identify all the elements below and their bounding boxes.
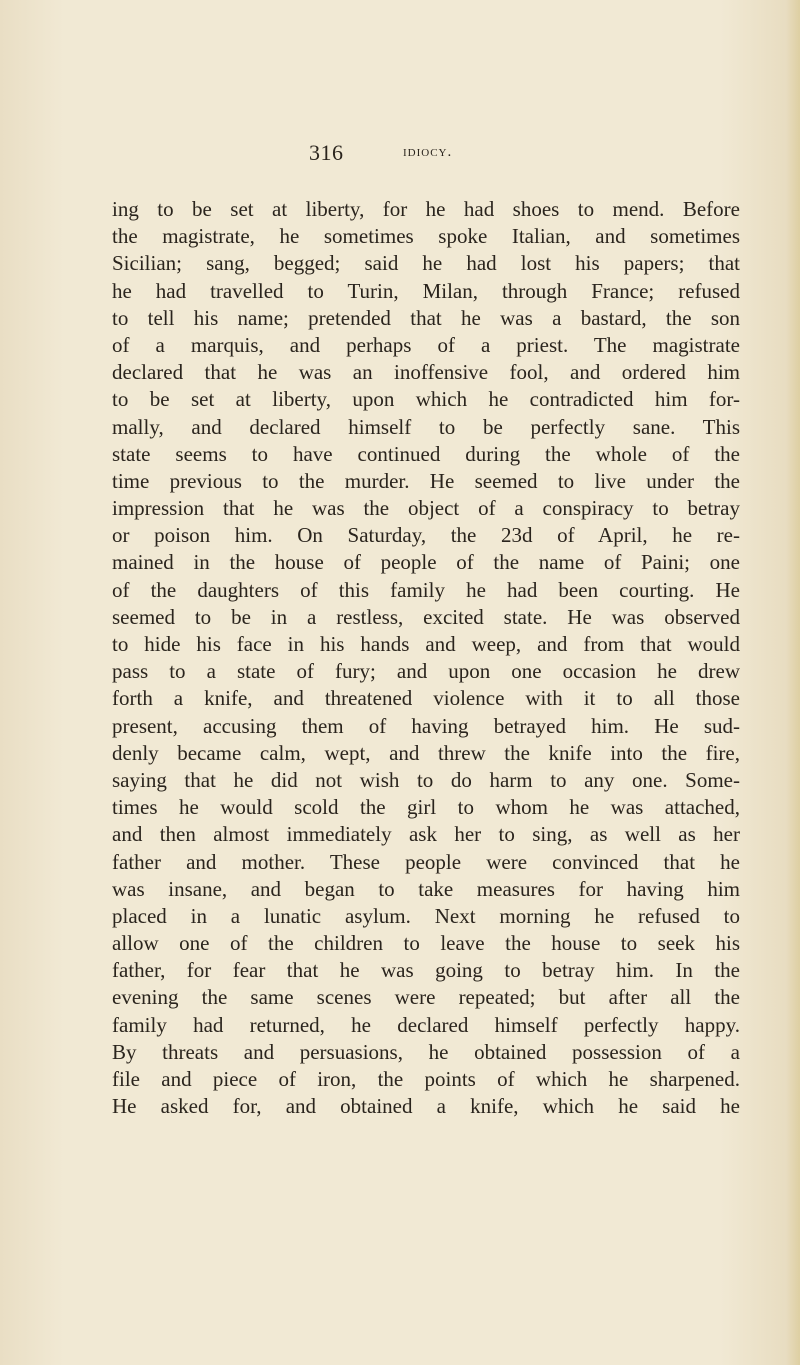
text-line: he had travelled to Turin, Milan, through France; refused bbox=[112, 278, 740, 303]
text-line: impression that he was the object of a conspiracy to betray bbox=[112, 496, 740, 521]
text-line: He asked for, and obtained a knife, which he said he bbox=[112, 1094, 740, 1119]
text-line: declared that he was an inoffensive fool, and ordered him bbox=[112, 360, 740, 385]
text-line: present, accusing them of having betrayed him. He sud- bbox=[112, 713, 740, 738]
text-line: times he would scold the girl to whom he was attached, bbox=[112, 795, 740, 820]
text-line: mained in the house of people of the name of Paini; one bbox=[112, 550, 740, 575]
page-edge-shadow bbox=[786, 0, 800, 1365]
text-line: placed in a lunatic asylum. Next morning he refused to bbox=[112, 903, 740, 928]
text-line: the magistrate, he sometimes spoke Italian, and sometimes bbox=[112, 224, 740, 249]
body-text bbox=[112, 196, 740, 1120]
text-line: evening the same scenes were repeated; but after all the bbox=[112, 985, 740, 1010]
text-line: of a marquis, and perhaps of a priest. The magistrate bbox=[112, 332, 740, 357]
text-line: file and piece of iron, the points of which he sharpened. bbox=[112, 1067, 740, 1091]
text-line: saying that he did not wish to do harm to any one. Some- bbox=[112, 767, 740, 792]
text-line: to tell his name; pretended that he was a bastard, the son bbox=[112, 305, 740, 330]
page-number: 316 bbox=[309, 140, 344, 165]
text-line: father, for fear that he was going to betray him. In the bbox=[112, 958, 740, 983]
text-line: allow one of the children to leave the house to seek his bbox=[112, 931, 740, 956]
running-head: idiocy. bbox=[403, 144, 453, 160]
text-line: mally, and declared himself to be perfectly sane. This bbox=[112, 414, 740, 439]
text-line: ing to be set at liberty, for he had shoes to mend. Before bbox=[112, 197, 740, 221]
text-line: to be set at liberty, upon which he contradicted him for- bbox=[112, 387, 740, 412]
page-header bbox=[309, 140, 709, 174]
text-line: time previous to the murder. He seemed to live under the bbox=[112, 468, 740, 493]
text-line: seemed to be in a restless, excited state. He was observed bbox=[112, 604, 740, 629]
text-line: denly became calm, wept, and threw the knife into the fire, bbox=[112, 740, 740, 765]
text-line: father and mother. These people were convinced that he bbox=[112, 849, 740, 874]
text-line: or poison him. On Saturday, the 23d of April, he re- bbox=[112, 523, 740, 548]
text-line: Sicilian; sang, begged; said he had lost his papers; that bbox=[112, 251, 740, 276]
text-line: and then almost immediately ask her to sing, as well as her bbox=[112, 822, 740, 847]
text-line: was insane, and began to take measures for having him bbox=[112, 876, 740, 901]
text-line: family had returned, he declared himself perfectly happy. bbox=[112, 1012, 740, 1037]
text-line: to hide his face in his hands and weep, and from that would bbox=[112, 632, 740, 656]
text-line: pass to a state of fury; and upon one occasion he drew bbox=[112, 659, 740, 684]
text-line: state seems to have continued during the whole of the bbox=[112, 441, 740, 466]
text-line: forth a knife, and threatened violence with it to all those bbox=[112, 686, 740, 711]
text-line: By threats and persuasions, he obtained possession of a bbox=[112, 1039, 740, 1064]
text-line: of the daughters of this family he had been courting. He bbox=[112, 577, 740, 602]
